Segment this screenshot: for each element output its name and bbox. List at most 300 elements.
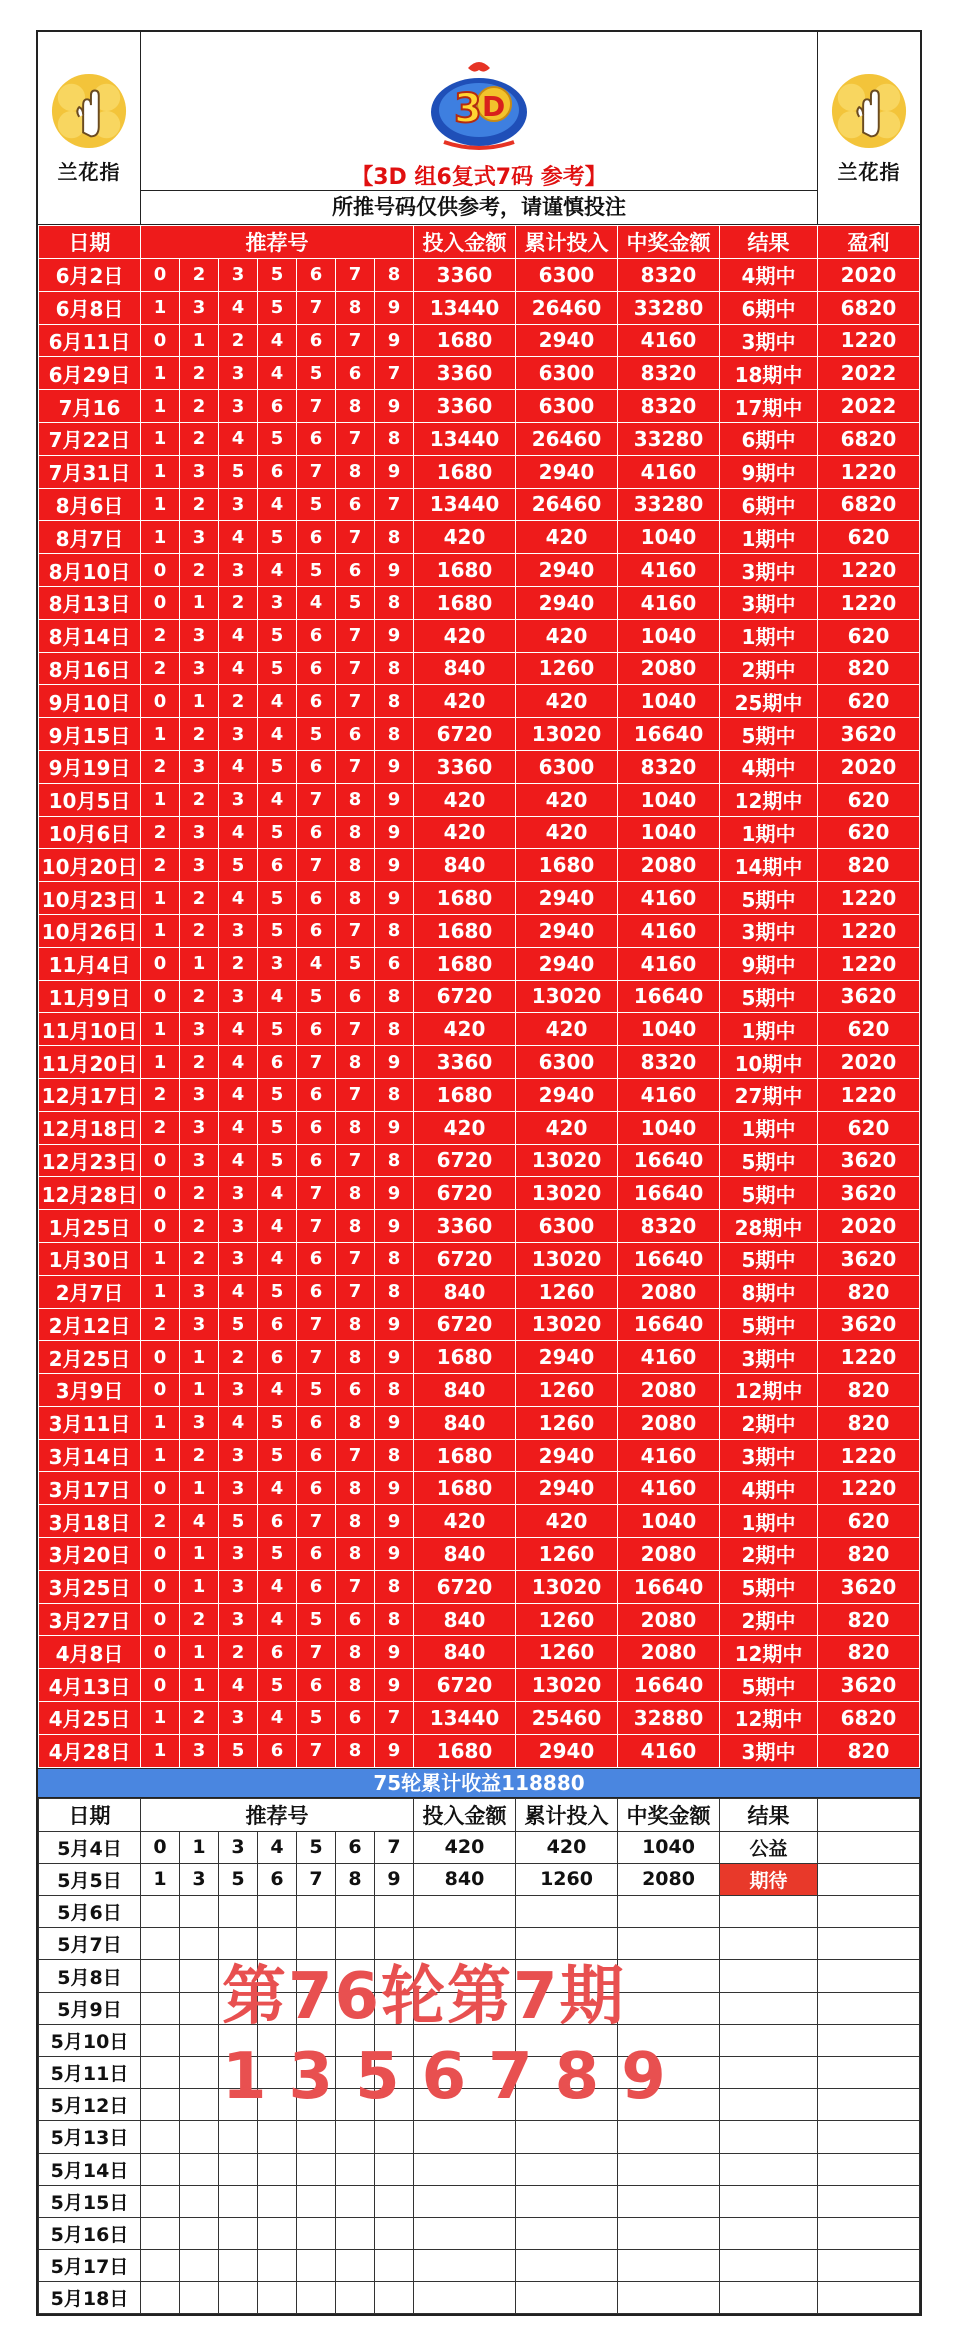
row-prize: 1040: [618, 783, 720, 816]
row-number: 1: [180, 1374, 219, 1407]
row-number: 9: [375, 455, 414, 488]
col-numbers: 推荐号: [141, 226, 414, 259]
row-number: 6: [258, 1636, 297, 1669]
row-number: 7: [336, 259, 375, 292]
row-number: 1: [141, 914, 180, 947]
row-empty-cell: [720, 2282, 818, 2314]
col-profit-blank: [818, 1798, 920, 1831]
row-empty-cell: [141, 2056, 180, 2088]
row-number: 0: [141, 1831, 180, 1863]
row-number: 6: [297, 652, 336, 685]
orchid-hand-icon: [830, 72, 908, 150]
row-number: 4: [180, 1505, 219, 1538]
row-profit: 820: [818, 1538, 920, 1571]
row-empty-cell: [258, 2250, 297, 2282]
row-empty-cell: [180, 2153, 219, 2185]
row-empty-cell: [219, 2121, 258, 2153]
row-number: 0: [141, 1341, 180, 1374]
row-number: 1: [180, 947, 219, 980]
table-row: [39, 357, 920, 390]
row-date: 3月18日: [39, 1505, 141, 1538]
table-row: [39, 1374, 920, 1407]
row-prize: 2080: [618, 1603, 720, 1636]
row-number: 2: [180, 1210, 219, 1243]
row-number: 4: [219, 422, 258, 455]
row-result: 12期中: [720, 1702, 818, 1735]
row-number: 4: [258, 718, 297, 751]
row-result: 5期中: [720, 1308, 818, 1341]
row-number: 3: [219, 1177, 258, 1210]
table-row: [39, 324, 920, 357]
row-number: 9: [375, 390, 414, 423]
row-number: 7: [336, 1275, 375, 1308]
row-total: 6300: [516, 1210, 618, 1243]
row-result: 5期中: [720, 1242, 818, 1275]
row-invest: 420: [414, 816, 516, 849]
row-empty-cell: [720, 2153, 818, 2185]
row-prize: 4160: [618, 1341, 720, 1374]
row-prize: 4160: [618, 1472, 720, 1505]
row-invest: 6720: [414, 1570, 516, 1603]
row-invest: 13440: [414, 1702, 516, 1735]
row-date: 5月15日: [39, 2185, 141, 2217]
row-prize: 2080: [618, 1275, 720, 1308]
row-total: 13020: [516, 1144, 618, 1177]
row-empty-cell: [720, 1992, 818, 2024]
row-total: 420: [516, 521, 618, 554]
row-prize: 8320: [618, 259, 720, 292]
row-number: 1: [141, 521, 180, 554]
row-number: 8: [375, 259, 414, 292]
row-date: 5月16日: [39, 2217, 141, 2249]
row-date: 5月10日: [39, 2024, 141, 2056]
row-prize: 8320: [618, 750, 720, 783]
row-number: 1: [141, 1013, 180, 1046]
row-result: 3期中: [720, 914, 818, 947]
table-row: [39, 1734, 920, 1767]
row-number: 6: [297, 914, 336, 947]
row-number: 5: [297, 554, 336, 587]
row-invest: 840: [414, 1275, 516, 1308]
row-number: 5: [258, 750, 297, 783]
row-empty-cell: [297, 2217, 336, 2249]
row-number: 3: [180, 521, 219, 554]
table-row: [39, 1013, 920, 1046]
row-date: 10月20日: [39, 849, 141, 882]
row-number: 7: [336, 1439, 375, 1472]
row-empty-cell: [375, 2217, 414, 2249]
row-invest: 6720: [414, 1177, 516, 1210]
row-number: 7: [297, 455, 336, 488]
row-number: 4: [219, 652, 258, 685]
row-number: 5: [258, 619, 297, 652]
row-number: 4: [297, 947, 336, 980]
row-invest: 6720: [414, 1308, 516, 1341]
row-number: 9: [375, 1111, 414, 1144]
row-empty-cell: [414, 2185, 516, 2217]
row-profit: 2022: [818, 357, 920, 390]
row-total: 2940: [516, 1734, 618, 1767]
row-number: 9: [375, 1636, 414, 1669]
row-empty-cell: [414, 1896, 516, 1928]
row-number: 4: [219, 1669, 258, 1702]
row-prize: 16640: [618, 1669, 720, 1702]
col-total: 累计投入: [516, 226, 618, 259]
row-result: 14期中: [720, 849, 818, 882]
row-number: 4: [219, 1046, 258, 1079]
row-number: 4: [258, 1374, 297, 1407]
row-date: 4月8日: [39, 1636, 141, 1669]
table-row: [39, 914, 920, 947]
row-invest: 840: [414, 1406, 516, 1439]
row-total: 420: [516, 1111, 618, 1144]
row-number: 3: [180, 455, 219, 488]
table-row: [39, 1439, 920, 1472]
row-number: 9: [375, 324, 414, 357]
row-number: 6: [297, 1538, 336, 1571]
row-invest: 420: [414, 521, 516, 554]
row-profit: 820: [818, 849, 920, 882]
row-total: 420: [516, 1831, 618, 1863]
row-date: 3月11日: [39, 1406, 141, 1439]
row-number: 9: [375, 1505, 414, 1538]
row-date: 9月19日: [39, 750, 141, 783]
row-number: 8: [336, 1669, 375, 1702]
table-row: [39, 488, 920, 521]
row-invest: 420: [414, 1831, 516, 1863]
row-number: 7: [297, 1210, 336, 1243]
row-empty-cell: [720, 2185, 818, 2217]
table-row: [39, 783, 920, 816]
col-prize: 中奖金额: [618, 1798, 720, 1831]
row-result: 12期中: [720, 1374, 818, 1407]
row-number: 8: [375, 980, 414, 1013]
row-prize: 1040: [618, 521, 720, 554]
table-row: [39, 718, 920, 751]
table-row: [39, 1831, 920, 1863]
table-row: [39, 1078, 920, 1111]
row-number: 5: [258, 914, 297, 947]
row-date: 8月10日: [39, 554, 141, 587]
row-number: 6: [336, 554, 375, 587]
row-number: 3: [180, 1863, 219, 1895]
table-row: [39, 2121, 920, 2153]
row-number: 3: [180, 1013, 219, 1046]
table-row: [39, 2250, 920, 2282]
row-number: 9: [375, 783, 414, 816]
header-center: [140, 32, 818, 224]
row-number: 8: [336, 1538, 375, 1571]
row-number: 3: [219, 1210, 258, 1243]
row-prize: 33280: [618, 422, 720, 455]
row-number: 4: [258, 1472, 297, 1505]
row-number: 4: [219, 1144, 258, 1177]
row-number: 2: [141, 750, 180, 783]
row-profit: 6820: [818, 422, 920, 455]
row-number: 2: [141, 652, 180, 685]
row-result: 1期中: [720, 1505, 818, 1538]
row-number: 4: [219, 816, 258, 849]
row-prize: 1040: [618, 1111, 720, 1144]
table-row: [39, 1702, 920, 1735]
row-invest: 3360: [414, 750, 516, 783]
row-number: 8: [375, 1374, 414, 1407]
row-empty-cell: [141, 1960, 180, 1992]
row-total: 1260: [516, 1538, 618, 1571]
row-empty-cell: [219, 2282, 258, 2314]
sheet-disclaimer: 所推号码仅供参考，请谨慎投注: [140, 190, 818, 225]
table-row: [39, 586, 920, 619]
row-profit: 6820: [818, 488, 920, 521]
row-empty-cell: [219, 2185, 258, 2217]
row-number: 6: [336, 488, 375, 521]
table-row: [39, 2153, 920, 2185]
row-empty-cell: [720, 1960, 818, 1992]
row-date: 4月28日: [39, 1734, 141, 1767]
row-number: 3: [180, 816, 219, 849]
row-empty-cell: [818, 2121, 920, 2153]
row-number: 2: [180, 1603, 219, 1636]
row-number: 2: [180, 357, 219, 390]
svg-text:3: 3: [454, 86, 482, 132]
row-number: 2: [180, 980, 219, 1013]
row-empty-cell: [180, 2282, 219, 2314]
row-empty-cell: [219, 1896, 258, 1928]
row-prize: 16640: [618, 980, 720, 1013]
row-number: 5: [297, 1374, 336, 1407]
row-number: 2: [180, 1242, 219, 1275]
row-invest: 1680: [414, 1734, 516, 1767]
row-number: 4: [258, 1603, 297, 1636]
row-prize: 4160: [618, 914, 720, 947]
row-empty-cell: [720, 2121, 818, 2153]
row-empty-cell: [375, 1896, 414, 1928]
row-number: 2: [180, 1046, 219, 1079]
row-number: 5: [297, 357, 336, 390]
row-number: 4: [219, 1013, 258, 1046]
row-prize: 32880: [618, 1702, 720, 1735]
row-prize: 33280: [618, 291, 720, 324]
row-result: 2期中: [720, 652, 818, 685]
row-date: 5月17日: [39, 2250, 141, 2282]
row-result: 3期中: [720, 324, 818, 357]
row-number: 7: [375, 357, 414, 390]
row-result: 12期中: [720, 783, 818, 816]
row-number: 1: [141, 422, 180, 455]
row-number: 8: [375, 1275, 414, 1308]
current-header-row: [39, 1798, 920, 1831]
row-result: 1期中: [720, 619, 818, 652]
row-profit: 2020: [818, 1046, 920, 1079]
row-result: 9期中: [720, 947, 818, 980]
row-number: 8: [375, 1078, 414, 1111]
row-number: 8: [336, 1472, 375, 1505]
row-profit: 820: [818, 1734, 920, 1767]
table-row: [39, 455, 920, 488]
row-number: 5: [297, 1831, 336, 1863]
table-row: [39, 1570, 920, 1603]
row-total: 2940: [516, 554, 618, 587]
row-number: 6: [336, 1374, 375, 1407]
row-number: 8: [375, 1013, 414, 1046]
row-total: 420: [516, 783, 618, 816]
row-number: 7: [336, 652, 375, 685]
row-empty-cell: [180, 2024, 219, 2056]
table-row: [39, 1636, 920, 1669]
row-invest: 840: [414, 1603, 516, 1636]
row-result: 9期中: [720, 455, 818, 488]
row-number: 6: [297, 1242, 336, 1275]
row-number: 2: [180, 259, 219, 292]
row-profit: 3620: [818, 1308, 920, 1341]
row-empty-cell: [414, 2121, 516, 2153]
row-profit: 1220: [818, 947, 920, 980]
table-row: [39, 554, 920, 587]
row-date: 5月11日: [39, 2056, 141, 2088]
row-number: 9: [375, 1406, 414, 1439]
row-number: 7: [297, 783, 336, 816]
row-total: 13020: [516, 1669, 618, 1702]
row-total: 13020: [516, 1570, 618, 1603]
row-number: 7: [375, 1831, 414, 1863]
row-number: 5: [219, 849, 258, 882]
row-number: 4: [258, 324, 297, 357]
table-row: [39, 652, 920, 685]
row-invest: 840: [414, 1374, 516, 1407]
table-row: [39, 1341, 920, 1374]
row-empty-cell: [258, 2121, 297, 2153]
row-total: 2940: [516, 586, 618, 619]
row-date: 5月18日: [39, 2282, 141, 2314]
row-number: 1: [141, 488, 180, 521]
row-invest: 420: [414, 783, 516, 816]
row-profit: 620: [818, 521, 920, 554]
row-number: 6: [258, 1505, 297, 1538]
row-invest: 3360: [414, 1046, 516, 1079]
row-number: 5: [297, 1702, 336, 1735]
row-prize: 8320: [618, 390, 720, 423]
row-total: 6300: [516, 390, 618, 423]
row-empty-cell: [180, 2089, 219, 2121]
row-number: 1: [180, 1472, 219, 1505]
row-empty-cell: [516, 2185, 618, 2217]
row-date: 5月13日: [39, 2121, 141, 2153]
row-number: 6: [297, 1013, 336, 1046]
row-number: 4: [258, 554, 297, 587]
row-result: 4期中: [720, 750, 818, 783]
row-invest: 1680: [414, 947, 516, 980]
row-date: 8月14日: [39, 619, 141, 652]
row-number: 5: [258, 1144, 297, 1177]
row-date: 8月13日: [39, 586, 141, 619]
row-number: 6: [336, 1702, 375, 1735]
row-number: 1: [180, 324, 219, 357]
row-number: 1: [141, 357, 180, 390]
row-empty-cell: [818, 1992, 920, 2024]
row-number: 2: [180, 1177, 219, 1210]
row-number: 2: [141, 1078, 180, 1111]
row-empty-cell: [818, 2089, 920, 2121]
row-empty-cell: [618, 2250, 720, 2282]
table-row: [39, 882, 920, 915]
row-number: 3: [219, 554, 258, 587]
row-date: 5月8日: [39, 1960, 141, 1992]
row-prize: 2080: [618, 1374, 720, 1407]
row-number: 6: [258, 1734, 297, 1767]
row-number: 8: [336, 1046, 375, 1079]
row-number: 6: [297, 521, 336, 554]
row-number: 8: [375, 521, 414, 554]
row-number: 8: [336, 1341, 375, 1374]
row-number: 6: [297, 1570, 336, 1603]
table-row: [39, 2217, 920, 2249]
row-result: 期待: [720, 1863, 818, 1895]
row-number: 5: [297, 980, 336, 1013]
row-empty-cell: [258, 2153, 297, 2185]
row-empty-cell: [141, 1928, 180, 1960]
row-number: 2: [141, 1308, 180, 1341]
row-date: 5月5日: [39, 1863, 141, 1895]
row-date: 9月10日: [39, 685, 141, 718]
row-number: 3: [219, 1374, 258, 1407]
logo-left: [38, 32, 141, 224]
table-row: [39, 947, 920, 980]
row-number: 6: [297, 324, 336, 357]
row-empty-cell: [141, 2282, 180, 2314]
row-number: 3: [219, 1831, 258, 1863]
row-total: 1680: [516, 849, 618, 882]
row-total: 1260: [516, 1406, 618, 1439]
row-prize: 4160: [618, 586, 720, 619]
row-invest: 3360: [414, 357, 516, 390]
row-number: 1: [141, 1702, 180, 1735]
table-row: [39, 1111, 920, 1144]
row-empty-cell: [141, 2121, 180, 2153]
row-number: 4: [297, 586, 336, 619]
row-empty-cell: [516, 2153, 618, 2185]
row-total: 6300: [516, 357, 618, 390]
row-number: 4: [219, 882, 258, 915]
row-prize: 1040: [618, 1505, 720, 1538]
logo-text-left: 兰花指: [57, 159, 121, 184]
row-date: 8月7日: [39, 521, 141, 554]
row-number: 5: [258, 882, 297, 915]
col-invest: 投入金额: [414, 1798, 516, 1831]
row-number: 8: [375, 914, 414, 947]
row-number: 3: [219, 1603, 258, 1636]
svg-text:D: D: [482, 90, 506, 123]
row-profit: 820: [818, 1636, 920, 1669]
row-number: 5: [336, 586, 375, 619]
row-number: 4: [258, 685, 297, 718]
row-number: 5: [219, 1505, 258, 1538]
row-empty-cell: [258, 1896, 297, 1928]
col-result: 结果: [720, 1798, 818, 1831]
row-number: 6: [297, 1111, 336, 1144]
row-number: 7: [375, 488, 414, 521]
row-number: 5: [258, 1078, 297, 1111]
row-profit: 620: [818, 816, 920, 849]
row-number: 2: [180, 914, 219, 947]
row-empty-cell: [414, 2217, 516, 2249]
row-invest: 6720: [414, 1144, 516, 1177]
row-number: 9: [375, 1210, 414, 1243]
row-number: 2: [180, 1439, 219, 1472]
row-result: 2期中: [720, 1538, 818, 1571]
row-total: 2940: [516, 1472, 618, 1505]
row-number: 7: [375, 1702, 414, 1735]
row-number: 1: [141, 718, 180, 751]
